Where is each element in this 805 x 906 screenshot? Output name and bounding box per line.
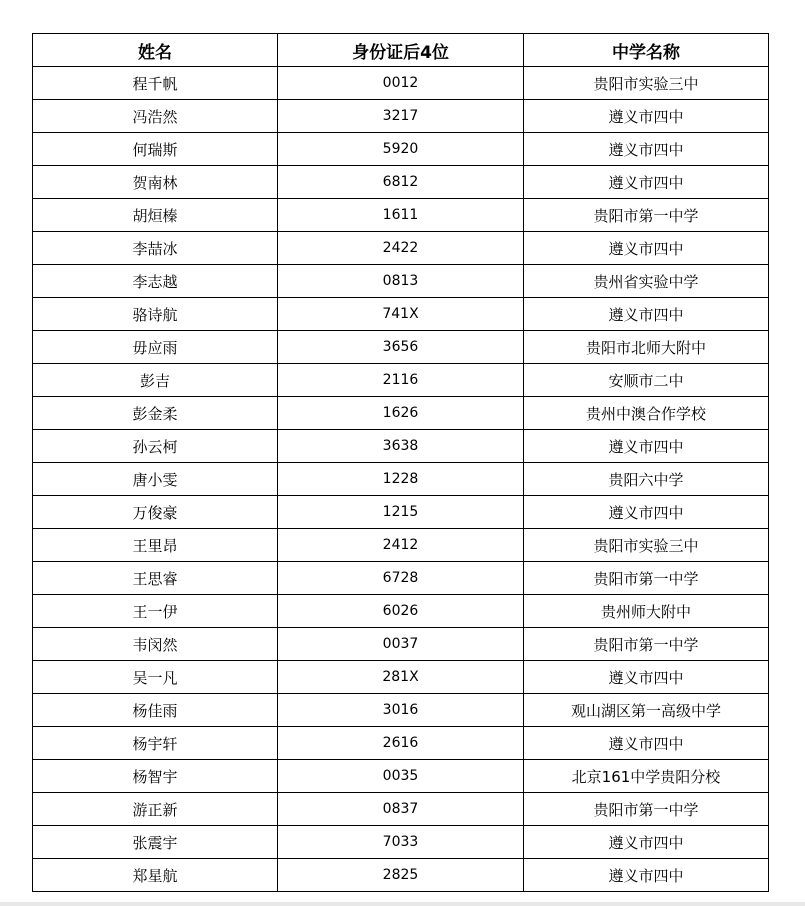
table-row — [33, 661, 769, 694]
cell-school-name: 贵阳市实验三中 — [524, 67, 769, 100]
table-row — [33, 463, 769, 496]
bottom-scroll-strip — [0, 902, 805, 906]
document-sheet — [32, 33, 768, 892]
cell-student-name: 杨智宇 — [33, 760, 278, 793]
cell-id-last4: 2422 — [278, 232, 524, 265]
table-row — [33, 100, 769, 133]
cell-id-last4: 1228 — [278, 463, 524, 496]
cell-id-last4: 3217 — [278, 100, 524, 133]
cell-student-name: 程千帆 — [33, 67, 278, 100]
cell-id-last4: 1215 — [278, 496, 524, 529]
header-row — [33, 34, 769, 67]
cell-student-name: 杨佳雨 — [33, 694, 278, 727]
cell-school-name: 贵州省实验中学 — [524, 265, 769, 298]
cell-school-name: 贵阳市第一中学 — [524, 199, 769, 232]
table-row — [33, 595, 769, 628]
table-row — [33, 364, 769, 397]
cell-student-name: 冯浩然 — [33, 100, 278, 133]
cell-school-name: 观山湖区第一高级中学 — [524, 694, 769, 727]
cell-school-name: 遵义市四中 — [524, 859, 769, 892]
table-row — [33, 562, 769, 595]
cell-school-name: 贵阳市实验三中 — [524, 529, 769, 562]
cell-school-name: 遵义市四中 — [524, 727, 769, 760]
cell-id-last4: 1626 — [278, 397, 524, 430]
table-row — [33, 133, 769, 166]
cell-student-name: 彭金柔 — [33, 397, 278, 430]
cell-student-name: 胡烜榛 — [33, 199, 278, 232]
cell-school-name: 遵义市四中 — [524, 298, 769, 331]
cell-student-name: 王一伊 — [33, 595, 278, 628]
cell-id-last4: 6812 — [278, 166, 524, 199]
cell-id-last4: 0037 — [278, 628, 524, 661]
cell-id-last4: 6728 — [278, 562, 524, 595]
cell-student-name: 何瑞斯 — [33, 133, 278, 166]
cell-id-last4: 0813 — [278, 265, 524, 298]
cell-id-last4: 0035 — [278, 760, 524, 793]
table-row — [33, 628, 769, 661]
cell-student-name: 毋应雨 — [33, 331, 278, 364]
cell-student-name: 唐小雯 — [33, 463, 278, 496]
table-row — [33, 232, 769, 265]
table-row — [33, 859, 769, 892]
cell-id-last4: 3016 — [278, 694, 524, 727]
cell-student-name: 吴一凡 — [33, 661, 278, 694]
table-row — [33, 430, 769, 463]
cell-id-last4: 2412 — [278, 529, 524, 562]
cell-student-name: 孙云柯 — [33, 430, 278, 463]
table-row — [33, 529, 769, 562]
cell-id-last4: 5920 — [278, 133, 524, 166]
table-row — [33, 694, 769, 727]
cell-student-name: 骆诗航 — [33, 298, 278, 331]
cell-school-name: 贵阳市北师大附中 — [524, 331, 769, 364]
cell-student-name: 贺南林 — [33, 166, 278, 199]
table-row — [33, 727, 769, 760]
cell-school-name: 遵义市四中 — [524, 826, 769, 859]
cell-school-name: 遵义市四中 — [524, 100, 769, 133]
cell-student-name: 李喆冰 — [33, 232, 278, 265]
cell-student-name: 郑星航 — [33, 859, 278, 892]
cell-student-name: 韦闵然 — [33, 628, 278, 661]
cell-school-name: 遵义市四中 — [524, 232, 769, 265]
cell-school-name: 安顺市二中 — [524, 364, 769, 397]
cell-id-last4: 6026 — [278, 595, 524, 628]
table-row — [33, 826, 769, 859]
table-row — [33, 199, 769, 232]
student-table — [32, 33, 769, 892]
cell-school-name: 贵阳市第一中学 — [524, 562, 769, 595]
table-row — [33, 265, 769, 298]
cell-school-name: 贵州师大附中 — [524, 595, 769, 628]
table-header — [33, 34, 769, 67]
cell-student-name: 王思睿 — [33, 562, 278, 595]
cell-id-last4: 2616 — [278, 727, 524, 760]
cell-id-last4: 1611 — [278, 199, 524, 232]
cell-id-last4: 3638 — [278, 430, 524, 463]
cell-school-name: 遵义市四中 — [524, 496, 769, 529]
cell-id-last4: 281X — [278, 661, 524, 694]
table-row — [33, 331, 769, 364]
cell-id-last4: 7033 — [278, 826, 524, 859]
cell-student-name: 杨宇轩 — [33, 727, 278, 760]
table-row — [33, 760, 769, 793]
cell-id-last4: 0837 — [278, 793, 524, 826]
table-row — [33, 793, 769, 826]
table-row — [33, 496, 769, 529]
cell-school-name: 遵义市四中 — [524, 133, 769, 166]
cell-student-name: 张震宇 — [33, 826, 278, 859]
cell-student-name: 彭吉 — [33, 364, 278, 397]
header-id-last4: 身份证后4位 — [278, 34, 524, 67]
table-row — [33, 67, 769, 100]
cell-student-name: 万俊豪 — [33, 496, 278, 529]
cell-school-name: 贵阳市第一中学 — [524, 793, 769, 826]
cell-student-name: 游正新 — [33, 793, 278, 826]
cell-student-name: 王里昂 — [33, 529, 278, 562]
cell-id-last4: 2825 — [278, 859, 524, 892]
cell-school-name: 遵义市四中 — [524, 661, 769, 694]
cell-school-name: 北京161中学贵阳分校 — [524, 760, 769, 793]
cell-school-name: 遵义市四中 — [524, 430, 769, 463]
cell-school-name: 贵阳市第一中学 — [524, 628, 769, 661]
header-name: 姓名 — [33, 34, 278, 67]
table-row — [33, 397, 769, 430]
header-school: 中学名称 — [524, 34, 769, 67]
cell-id-last4: 741X — [278, 298, 524, 331]
cell-student-name: 李志越 — [33, 265, 278, 298]
table-row — [33, 298, 769, 331]
table-body — [33, 67, 769, 892]
cell-school-name: 遵义市四中 — [524, 166, 769, 199]
table-row — [33, 166, 769, 199]
cell-id-last4: 3656 — [278, 331, 524, 364]
cell-school-name: 贵州中澳合作学校 — [524, 397, 769, 430]
cell-school-name: 贵阳六中学 — [524, 463, 769, 496]
cell-id-last4: 0012 — [278, 67, 524, 100]
cell-id-last4: 2116 — [278, 364, 524, 397]
